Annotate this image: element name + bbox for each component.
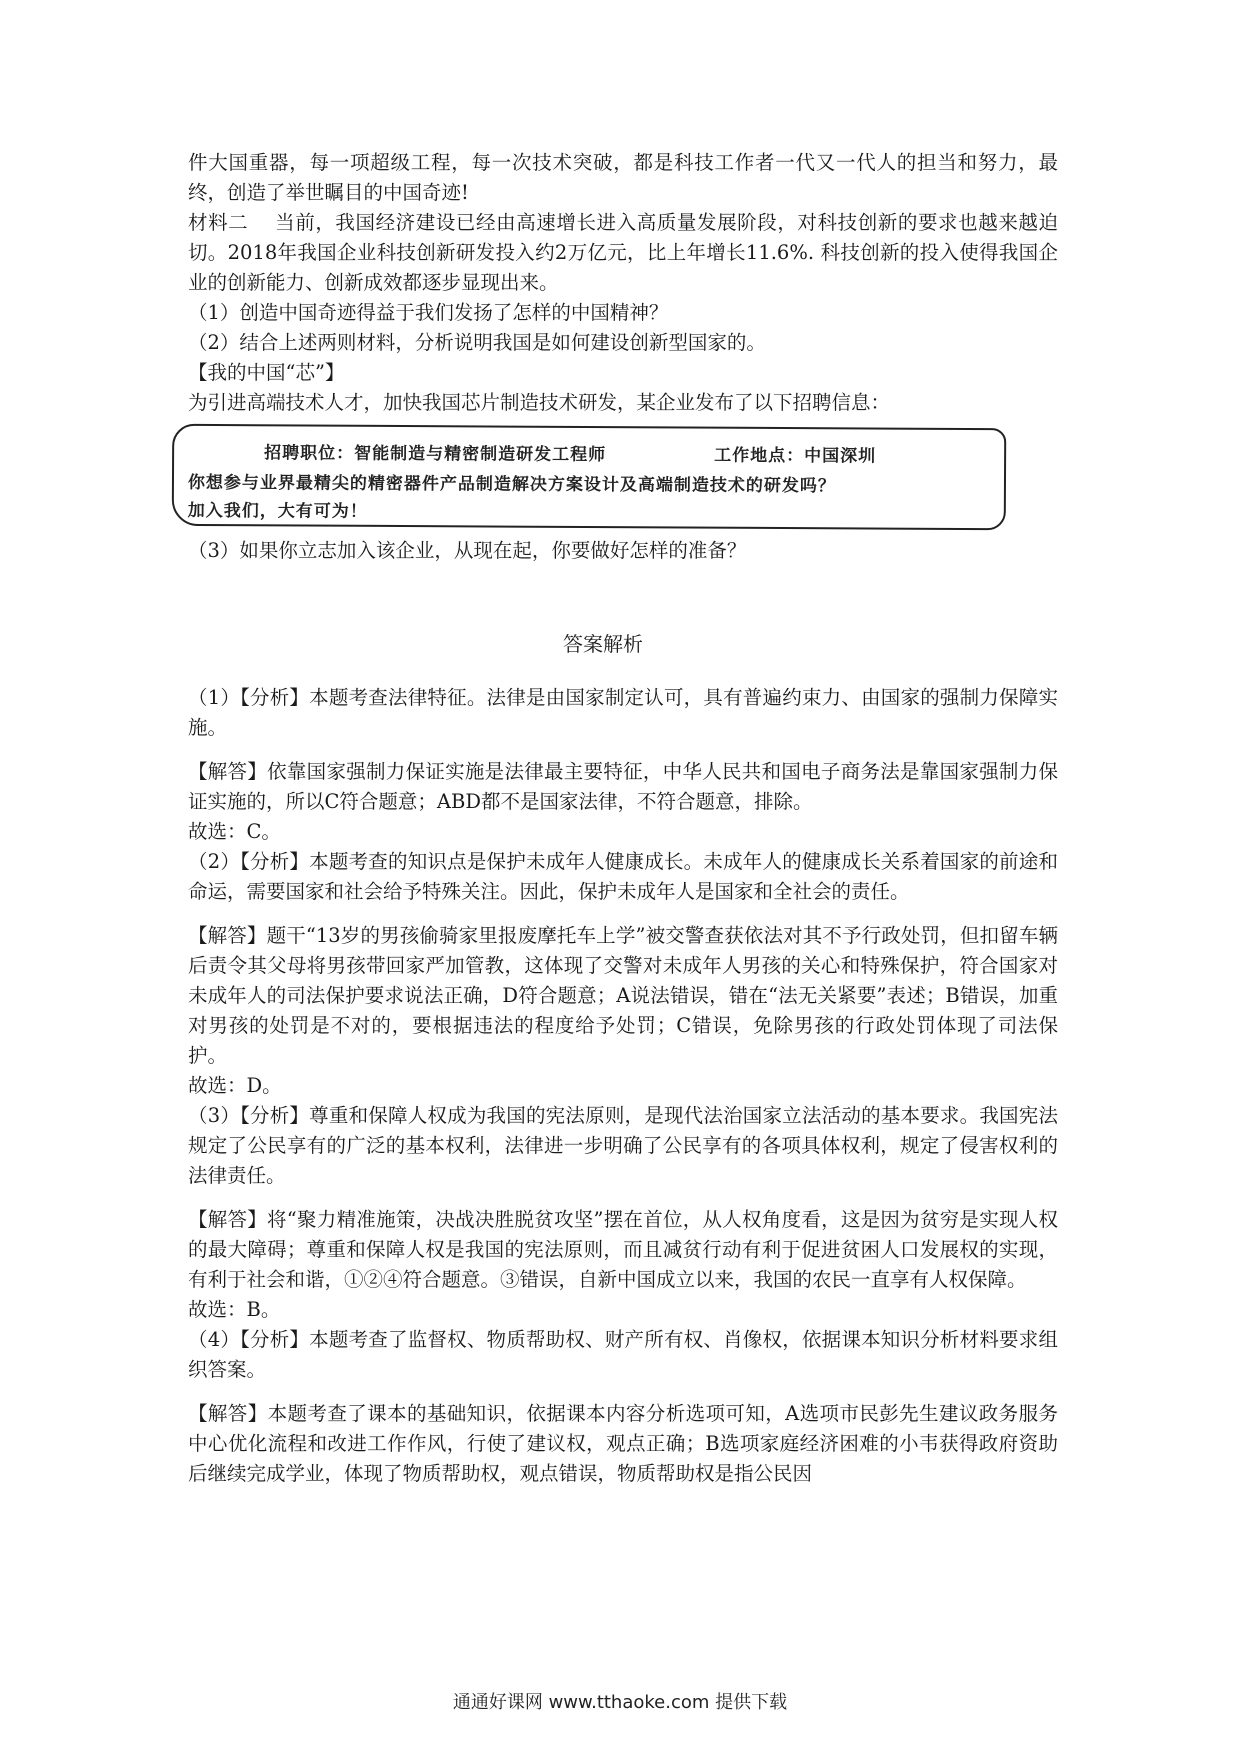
question: （3）如果你立志加入该企业，从现在起，你要做好怎样的准备？ (188, 539, 747, 562)
notice-position: 招聘职位：智能制造与精密制造研发工程师 (264, 443, 607, 466)
notice-line: 你想参与业界最精尖的精密器件产品制造解决方案设计及高端制造技术的研发吗？ (187, 472, 837, 497)
answer-paragraph: （2）【分析】本题考查的知识点是保护未成年人健康成长。未成年人的健康成长关系着国家的前途和命运，需要国家和社会给予特殊关注。因此，保护未成年人是国家和全社会的责任。 (188, 850, 1058, 903)
question: （2）结合上述两则材料，分析说明我国是如何建设创新型国家的。 (188, 331, 766, 354)
answer-paragraph: 【解答】本题考查了课本的基础知识，依据课本内容分析选项可知，A选项市民彭先生建议政务服务中心优化流程和改进工作作风，行使了建议权，观点正确；B选项家庭经济困难的小韦获得政府资助后继续完成学业，体现了物质帮助权，观点错误，物质帮助权是指公民因 (188, 1402, 1058, 1485)
answer-paragraph: （4）【分析】本题考查了监督权、物质帮助权、财产所有权、肖像权，依据课本知识分析材料要求组织答案。 (188, 1328, 1058, 1381)
page-footer: 通通好课网 www.tthaoke.com 提供下载 (452, 1692, 788, 1713)
question: （1）创造中国奇迹得益于我们发扬了怎样的中国精神？ (188, 301, 669, 324)
notice-location: 工作地点：中国深圳 (714, 445, 877, 467)
answer-paragraph: 【解答】将“聚力精准施策，决战决胜脱贫攻坚”摆在首位，从人权角度看，这是因为贫穷是实现人权的最大障碍；尊重和保障人权是我国的宪法原则，而且减贫行动有利于促进贫困人口发展权的实现，有利于社会和谐，①②④符合题意。③错误，自新中国成立以来，我国的农民一直享有人权保障。 (188, 1208, 1058, 1291)
recruitment-notice-box (172, 424, 1007, 530)
paragraph: 材料二 当前，我国经济建设已经由高速增长进入高质量发展阶段，对科技创新的要求也越来越迫切。2018年我国企业科技创新研发投入约2万亿元，比上年增长11.6%. 科技创新的投入使得我国企业的创新能力、创新成效都逐步显现出来。 (188, 211, 1058, 294)
notice-line: 加入我们，大有可为！ (187, 500, 368, 522)
answer-paragraph: 故选：D。 (188, 1074, 282, 1097)
paragraph-gap (188, 1191, 1058, 1205)
answer-paragraph: 【解答】依靠国家强制力保证实施是法律最主要特征，中华人民共和国电子商务法是靠国家强制力保证实施的，所以C符合题意；ABD都不是国家法律，不符合题意，排除。 (188, 760, 1058, 813)
answer-section-title: 答案解析 (563, 632, 643, 656)
answer-paragraph: 故选：C。 (188, 820, 281, 843)
answer-paragraph: （3）【分析】尊重和保障人权成为我国的宪法原则，是现代法治国家立法活动的基本要求。我国宪法规定了公民享有的广泛的基本权利，法律进一步明确了公民享有的各项具体权利，规定了侵害权利的法律责任。 (188, 1104, 1058, 1187)
section-heading: 【我的中国“芯”】 (188, 361, 345, 384)
paragraph-gap (188, 907, 1058, 921)
document-body (188, 148, 1058, 1489)
paragraph: 为引进高端技术人才，加快我国芯片制造技术研发，某企业发布了以下招聘信息： (188, 391, 891, 414)
answer-paragraph: 【解答】题干“13岁的男孩偷骑家里报废摩托车上学”被交警查获依法对其不予行政处罚，但扣留车辆后责令其父母将男孩带回家严加管教，这体现了交警对未成年人男孩的关心和特殊保护，符合国家对未成年人的司法保护要求说法正确，D符合题意；A说法错误，错在“法无关紧要”表述；B错误，加重对男孩的处罚是不对的，要根据违法的程度给予处罚；C错误，免除男孩的行政处罚体现了司法保护。 (188, 924, 1058, 1067)
answer-paragraph: 故选：B。 (188, 1298, 281, 1321)
paragraph-gap (188, 1385, 1058, 1399)
answer-paragraph: （1）【分析】本题考查法律特征。法律是由国家制定认可，具有普遍约束力、由国家的强制力保障实施。 (188, 686, 1058, 739)
answer-list (188, 683, 1058, 1489)
paragraph-gap (188, 743, 1058, 757)
paragraph: 件大国重器，每一项超级工程，每一次技术突破，都是科技工作者一代又一代人的担当和努力，最终，创造了举世瞩目的中国奇迹! (188, 151, 1058, 204)
